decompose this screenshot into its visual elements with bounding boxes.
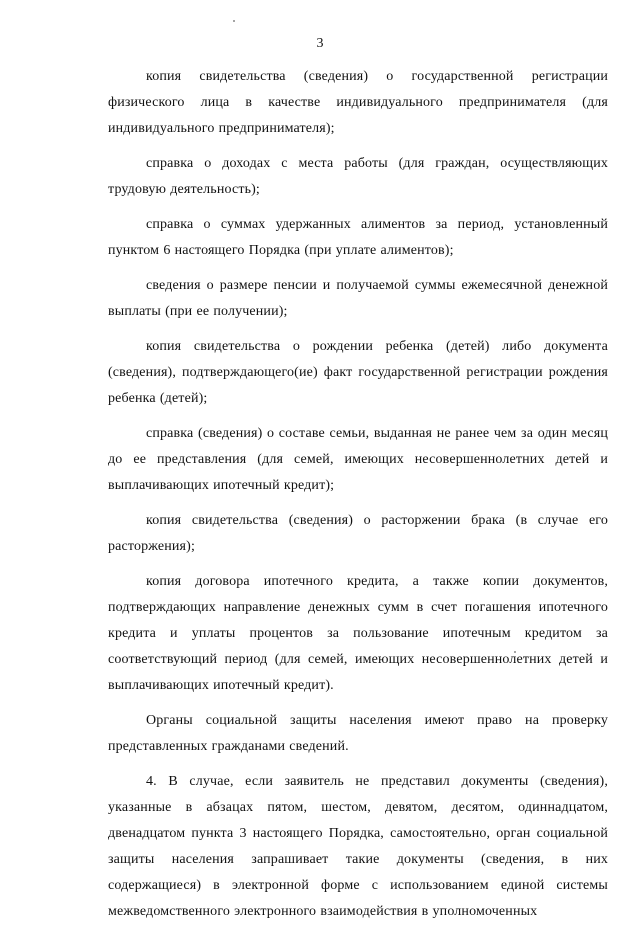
scan-speck: [233, 20, 235, 22]
paragraph-6: справка (сведения) о составе семьи, выданная не ранее чем за один месяц до ее представления (для семей, имеющих несовершеннолетних детей и выплачивающих ипотечный кредит);: [108, 426, 608, 493]
paragraph-10: 4. В случае, если заявитель не представил документы (сведения), указанные в абзацах пятом, шестом, девятом, десятом, одиннадцатом, двенадцатом пункта 3 настоящего Порядка, самостоятельно, орган социальной защиты населения запрашивает такие документы (сведения, в них содержащиеся) в электронной форме с использованием единой системы межведомственного электронного взаимодействия в уполномоченных: [108, 774, 608, 919]
paragraph-3: справка о суммах удержанных алиментов за период, установленный пунктом 6 настоящего Порядка (при уплате алиментов);: [108, 217, 608, 258]
page-number: 3: [316, 36, 324, 51]
paragraph-2: справка о доходах с места работы (для граждан, осуществляющих трудовую деятельность);: [108, 156, 608, 197]
paragraph-4: сведения о размере пенсии и получаемой суммы ежемесячной денежной выплаты (при ее получении);: [108, 278, 608, 319]
paragraph-1: копия свидетельства (сведения) о государственной регистрации физического лица в качестве индивидуального предпринимателя (для индивидуального предпринимателя);: [108, 69, 608, 136]
paragraph-8: копия договора ипотечного кредита, а также копии документов, подтверждающих направление денежных сумм в счет погашения ипотечного кредита и уплаты процентов за пользование ипотечным кредитом за соответствующий период (для семей, имеющих несовершеннолетних детей и выплачивающих ипотечный кредит).: [108, 574, 608, 693]
paragraph-5: копия свидетельства о рождении ребенка (детей) либо документа (сведения), подтверждающего(ие) факт государственной регистрации рождения ребенка (детей);: [108, 339, 608, 406]
paragraph-9: Органы социальной защиты населения имеют право на проверку представленных гражданами сведений.: [108, 713, 608, 754]
document-body: [108, 64, 608, 934]
paragraph-7: копия свидетельства (сведения) о расторжении брака (в случае его расторжения);: [108, 513, 608, 554]
